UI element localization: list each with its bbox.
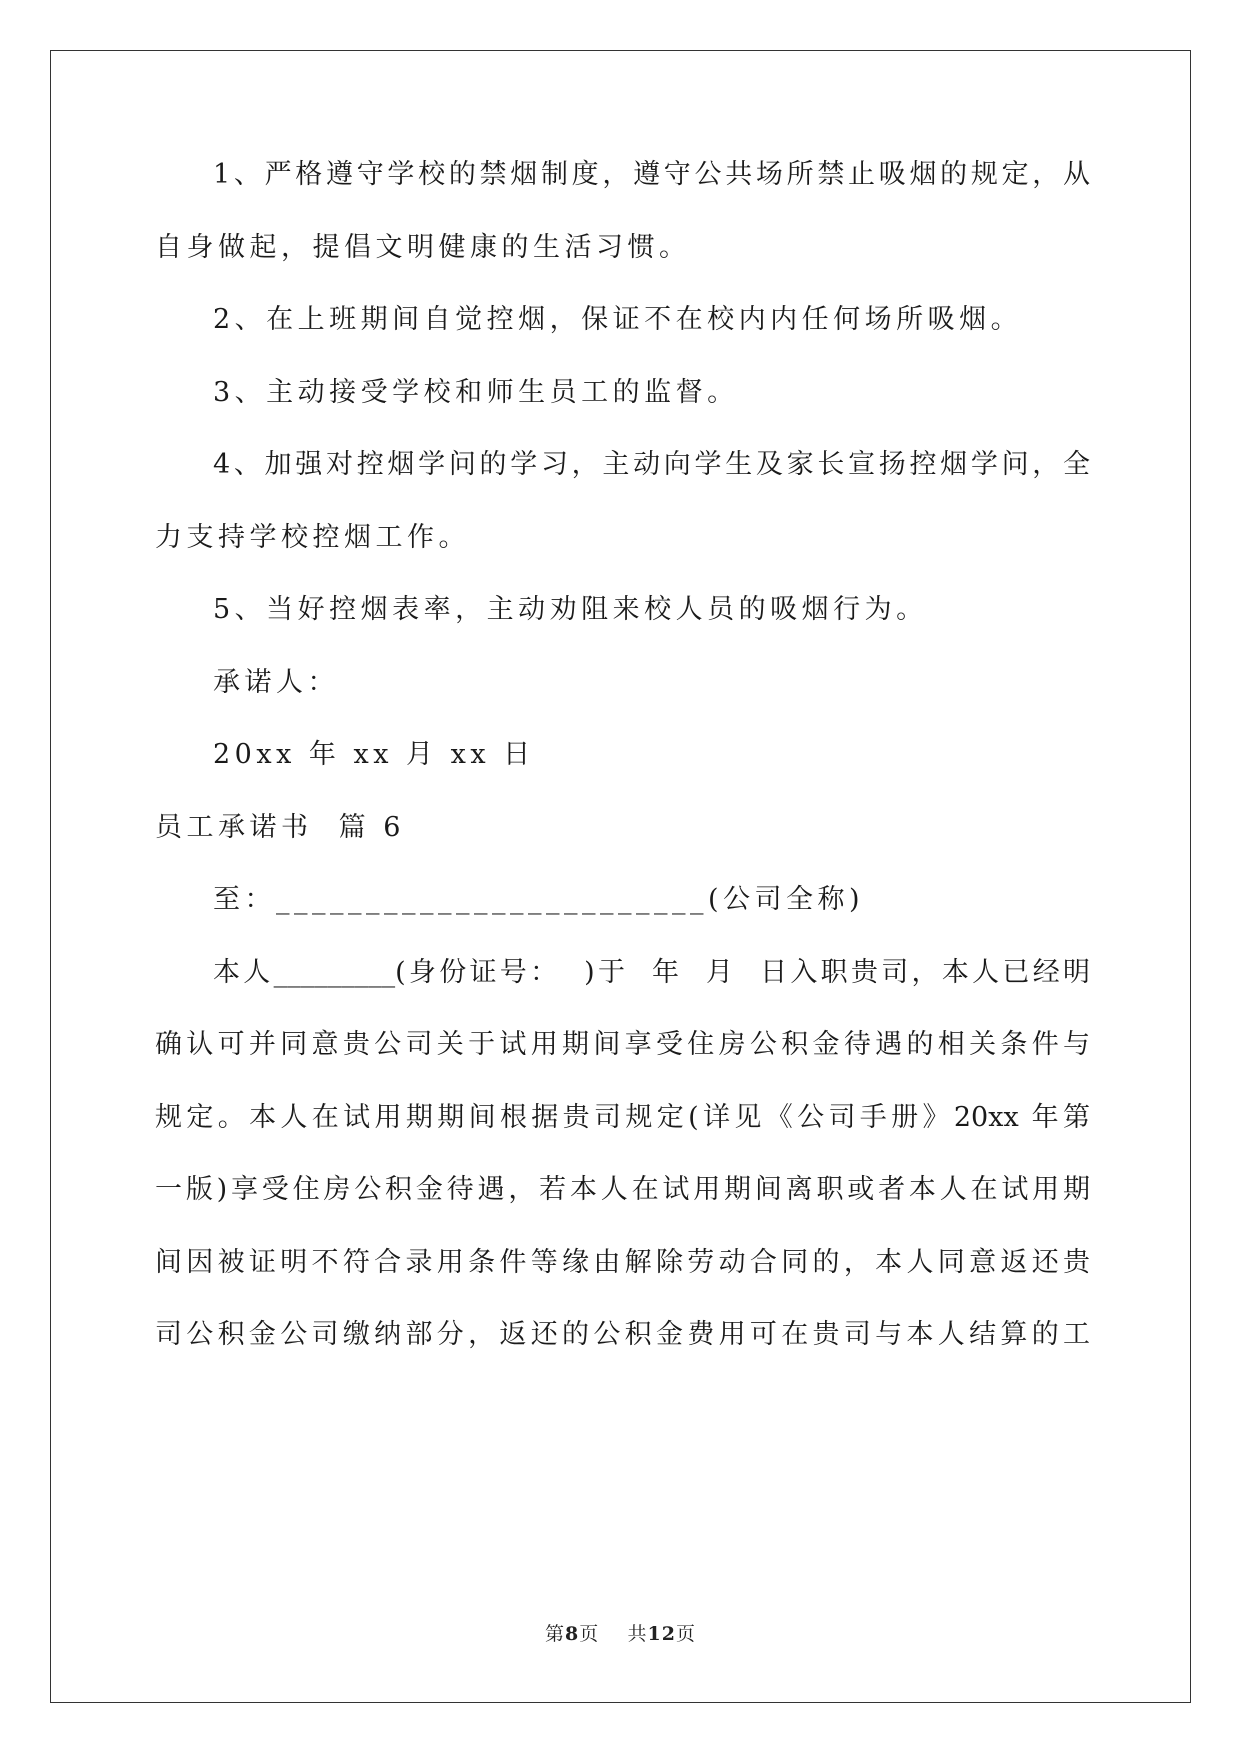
- signatory-label: 承诺人：: [213, 667, 339, 698]
- page-footer: [0, 1619, 1241, 1646]
- paragraph-line: 4、加强对控烟学问的学习，主动向学生及家长宣扬控烟学问，全: [213, 449, 1090, 480]
- paragraph-line: 本人_________(身份证号： )于 年 月 日入职贵司，本人已经明: [213, 957, 1090, 988]
- paragraph-line: 规定。本人在试用期期间根据贵司规定(详见《公司手册》20xx 年第: [155, 1102, 1090, 1133]
- paragraph-line: 司公积金公司缴纳部分，返还的公积金费用可在贵司与本人结算的工: [155, 1319, 1090, 1350]
- page-suffix: 页: [579, 1623, 600, 1645]
- paragraph-line: 1、严格遵守学校的禁烟制度，遵守公共场所禁止吸烟的规定，从: [213, 159, 1090, 190]
- total-prefix: 共: [627, 1623, 648, 1645]
- total-suffix: 页: [675, 1623, 696, 1645]
- page-border: [50, 50, 1191, 1703]
- paragraph-line: 5、当好控烟表率，主动劝阻来校人员的吸烟行为。: [213, 594, 928, 625]
- paragraph-line: 一版)享受住房公积金待遇，若本人在试用期间离职或者本人在试用期: [155, 1174, 1090, 1205]
- section-heading: 员工承诺书 篇 6: [155, 812, 405, 843]
- recipient-line: 至：________________________(公司全称): [213, 884, 865, 915]
- paragraph-line: 2、在上班期间自觉控烟，保证不在校内内任何场所吸烟。: [213, 304, 1023, 335]
- paragraph-line: 确认可并同意贵公司关于试用期间享受住房公积金待遇的相关条件与: [155, 1029, 1090, 1060]
- page-number: 8: [565, 1623, 580, 1645]
- date-line: 20xx 年 xx 月 xx 日: [213, 739, 535, 770]
- total-pages: 12: [647, 1623, 676, 1645]
- paragraph-line: 力支持学校控烟工作。: [155, 522, 470, 553]
- paragraph-line: 自身做起，提倡文明健康的生活习惯。: [155, 232, 691, 263]
- page-prefix: 第: [545, 1623, 566, 1645]
- paragraph-line: 3、主动接受学校和师生员工的监督。: [213, 377, 739, 408]
- paragraph-line: 间因被证明不符合录用条件等缘由解除劳动合同的，本人同意返还贵: [155, 1247, 1090, 1278]
